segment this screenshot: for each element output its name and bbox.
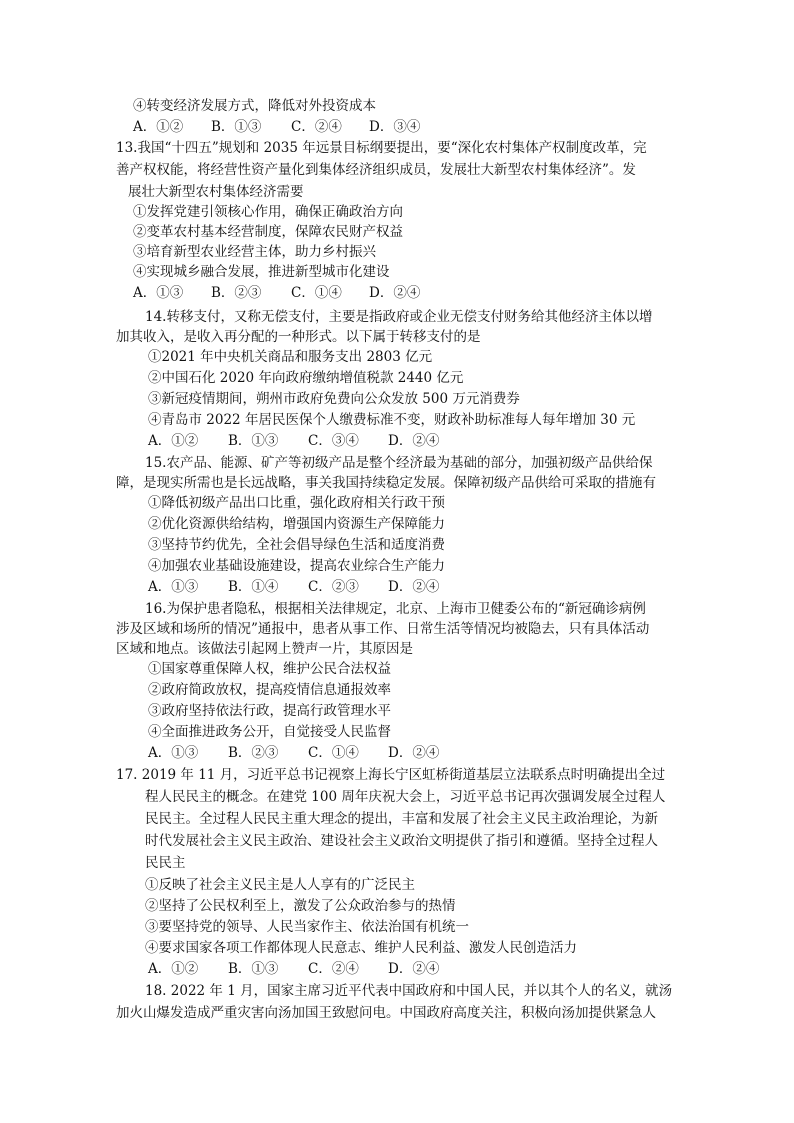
q13-item-1: ①发挥党建引领核心作用，确保正确政治方向 — [133, 204, 403, 220]
q13-option-a: A．①③ — [133, 285, 184, 301]
q13-item-4: ④实现城乡融合发展，推进新型城市化建设 — [133, 264, 390, 280]
q13-item-2: ②变革农村基本经营制度，保障农民财产权益 — [133, 224, 403, 240]
q16-option-c: C．①④ — [308, 745, 359, 761]
q16-options — [0, 743, 794, 763]
q13-option-c: C．①④ — [291, 285, 342, 301]
q17-stem-line-3: 民民主。全过程人民民主重大理念的提出，丰富和发展了社会主义民主政治理论，为新 — [145, 811, 658, 827]
q12-item-4: ④转变经济发展方式，降低对外投资成本 — [133, 98, 376, 114]
q12-option-b: B．①③ — [211, 119, 262, 135]
q17-stem-line-1: 17. 2019 年 11 月，习近平总书记视察上海长宁区虹桥街道基层立法联系点时明确提出全过 — [116, 767, 666, 783]
q15-options — [0, 577, 794, 597]
q15-item-3: ③坚持节约优先，全社会倡导绿色生活和适度消费 — [148, 537, 445, 553]
q13-item-3: ③培育新型农业经营主体，助力乡村振兴 — [133, 244, 376, 260]
q14-option-b: B．①③ — [228, 433, 279, 449]
q12-option-c: C．②④ — [291, 119, 342, 135]
q14-option-a: A．①② — [148, 433, 199, 449]
q17-item-1: ①反映了社会主义民主是人人享有的广泛民主 — [145, 877, 415, 893]
q16-stem-line-2: 涉及区域和场所的情况”通报中，患者从事工作、日常生活等情况均被隐去，只有具体活动 — [116, 621, 650, 637]
q15-option-d: D．②④ — [388, 579, 440, 595]
q13-stem-line-1: 13.我国“十四五”规划和 2035 年远景目标纲要提出，要“深化农村集体产权制度改革，完 — [116, 140, 647, 156]
q14-option-d: D．②④ — [388, 433, 440, 449]
q15-stem-line-1: 15.农产品、能源、矿产等初级产品是整个经济最为基础的部分，加强初级产品供给保 — [145, 455, 653, 471]
q16-stem-line-3: 区域和地点。该做法引起网上赞声一片，其原因是 — [116, 641, 413, 657]
q15-option-b: B．①④ — [228, 579, 279, 595]
q14-item-3: ③新冠疫情期间，朔州市政府免费向公众发放 500 万元消费券 — [148, 391, 520, 407]
q13-option-b: B．②③ — [211, 285, 262, 301]
q18-stem-line-2: 加火山爆发造成严重灾害向汤加国王致慰问电。中国政府高度关注，积极向汤加提供紧急人 — [116, 1005, 656, 1021]
q16-option-b: B．②③ — [228, 745, 279, 761]
q14-options — [0, 431, 794, 451]
q17-option-d: D．②④ — [388, 961, 440, 977]
q17-stem-line-2: 程人民民主的概念。在建党 100 周年庆祝大会上，习近平总书记再次强调发展全过程人 — [145, 789, 666, 805]
q12-options — [0, 117, 794, 137]
q15-option-c: C．②③ — [308, 579, 359, 595]
q13-option-d: D．②④ — [369, 285, 421, 301]
q17-item-4: ④要求国家各项工作都体现人民意志、维护人民利益、激发人民创造活力 — [145, 940, 577, 956]
q15-item-2: ②优化资源供给结构，增强国内资源生产保障能力 — [148, 516, 445, 532]
q16-item-3: ③政府坚持依法行政，提高行政管理水平 — [148, 703, 391, 719]
q17-stem-line-5: 民民主 — [145, 855, 186, 871]
q17-option-b: B．①③ — [228, 961, 279, 977]
q17-option-a: A．①② — [148, 961, 199, 977]
q15-item-1: ①降低初级产品出口比重，强化政府相关行政干预 — [148, 495, 445, 511]
q16-item-2: ②政府简政放权，提高疫情信息通报效率 — [148, 682, 391, 698]
q15-item-4: ④加强农业基础设施建设，提高农业综合生产能力 — [148, 558, 445, 574]
q18-stem-line-1: 18. 2022 年 1 月，国家主席习近平代表中国政府和中国人民，并以其个人的名义，就汤 — [145, 983, 673, 999]
q16-item-4: ④全面推进政务公开，自觉接受人民监督 — [148, 724, 391, 740]
q14-item-1: ①2021 年中央机关商品和服务支出 2803 亿元 — [148, 349, 433, 365]
q16-option-d: D．②④ — [388, 745, 440, 761]
q17-item-3: ③要坚持党的领导、人民当家作主、依法治国有机统一 — [145, 919, 469, 935]
q13-stem-line-3: 展壮大新型农村集体经济需要 — [128, 184, 304, 200]
q13-options — [0, 283, 794, 303]
q15-option-a: A．①③ — [148, 579, 199, 595]
q17-option-c: C．②④ — [308, 961, 359, 977]
q14-item-2: ②中国石化 2020 年向政府缴纳增值税款 2440 亿元 — [148, 370, 464, 386]
q14-stem-line-1: 14.转移支付，又称无偿支付，主要是指政府或企业无偿支付财务给其他经济主体以增 — [145, 309, 653, 325]
q16-item-1: ①国家尊重保障人权，维护公民合法权益 — [148, 661, 391, 677]
q15-stem-line-2: 障，是现实所需也是长远战略，事关我国持续稳定发展。保障初级产品供给可采取的措施有 — [116, 475, 656, 491]
q16-stem-line-1: 16.为保护患者隐私，根据相关法律规定，北京、上海市卫健委公布的“新冠确诊病例 — [145, 601, 646, 617]
q12-option-d: D．③④ — [369, 119, 421, 135]
q14-item-4: ④青岛市 2022 年居民医保个人缴费标准不变，财政补助标准每人每年增加 30 元 — [148, 412, 636, 428]
q14-option-c: C．③④ — [308, 433, 359, 449]
q17-item-2: ②坚持了公民权利至上，激发了公众政治参与的热情 — [145, 898, 456, 914]
q13-stem-line-2: 善产权权能，将经营性资产量化到集体经济组织成员，发展壮大新型农村集体经济”。发 — [116, 162, 636, 178]
q14-stem-line-2: 加其收入，是收入再分配的一种形式。以下属于转移支付的是 — [116, 329, 481, 345]
q17-stem-line-4: 时代发展社会主义民主政治、建设社会主义政治文明提供了指引和遵循。坚持全过程人 — [145, 833, 658, 849]
q12-option-a: A．①② — [133, 119, 184, 135]
q17-options — [0, 959, 794, 979]
q16-option-a: A．①③ — [148, 745, 199, 761]
